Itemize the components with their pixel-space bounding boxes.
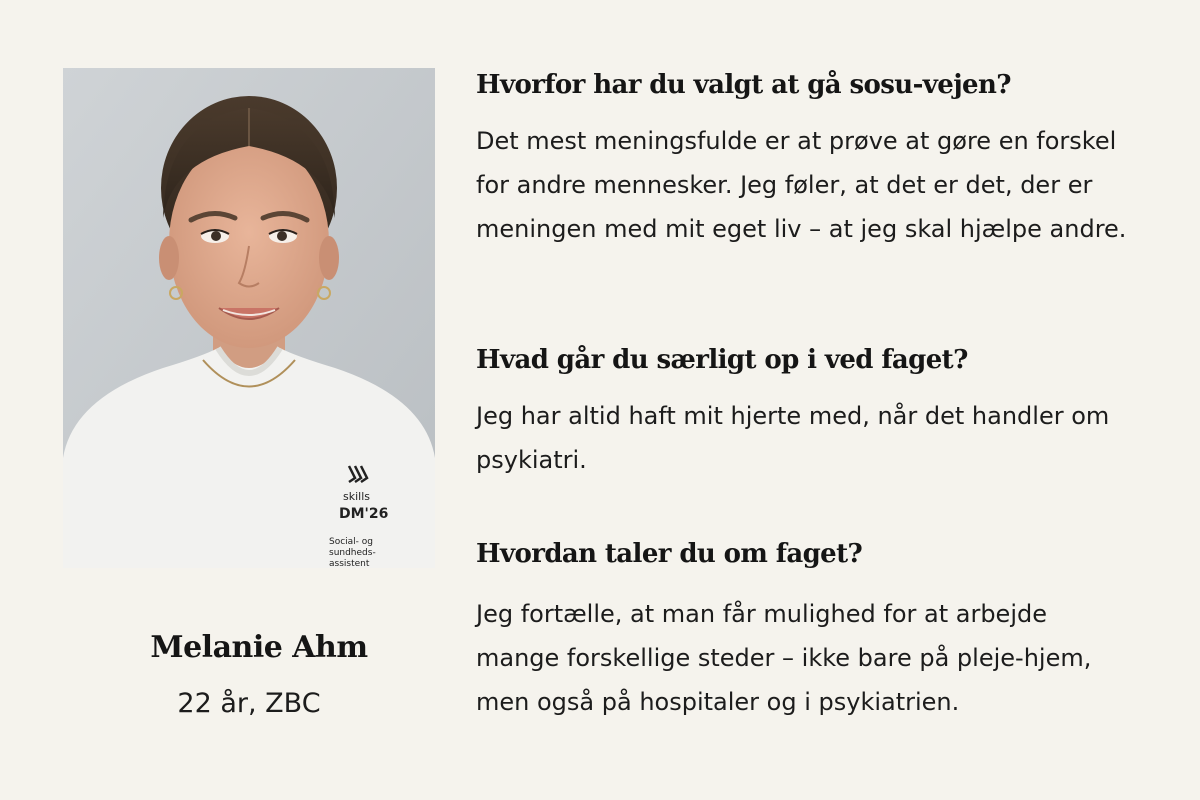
answer-text: Jeg har altid haft mit hjerte med, når det handler om psykiatri.	[476, 402, 1110, 474]
person-age-school: 22 år, ZBC	[177, 688, 321, 719]
person-name: Melanie Ahm	[150, 630, 368, 665]
qa-block	[476, 537, 1136, 724]
shirt-logo-mark: DM'26	[339, 506, 389, 522]
question-heading: Hvorfor har du valgt at gå sosu-vejen?	[476, 70, 1011, 100]
question-heading: Hvordan taler du om faget?	[476, 539, 863, 569]
question-heading: Hvad går du særligt op i ved faget?	[476, 345, 968, 375]
qa-block	[476, 68, 1136, 251]
shirt-print-line1: Social- og	[329, 537, 374, 547]
shirt-print-line2: sundheds-	[329, 548, 376, 558]
shirt-print-line3: assistent	[329, 559, 370, 568]
portrait-photo	[63, 68, 435, 568]
qa-block	[476, 343, 1136, 482]
answer-text: Jeg fortælle, at man får mulighed for at arbejde mange forskellige steder – ikke bare på pleje-hjem, men også på hospitaler og i psykiatrien.	[476, 600, 1092, 716]
answer-text: Det mest meningsfulde er at prøve at gøre en forskel for andre mennesker. Jeg føler, at det er det, der er meningen med mit eget liv – at jeg skal hjælpe andre.	[476, 127, 1127, 243]
shirt-logo-word: skills	[343, 490, 371, 503]
